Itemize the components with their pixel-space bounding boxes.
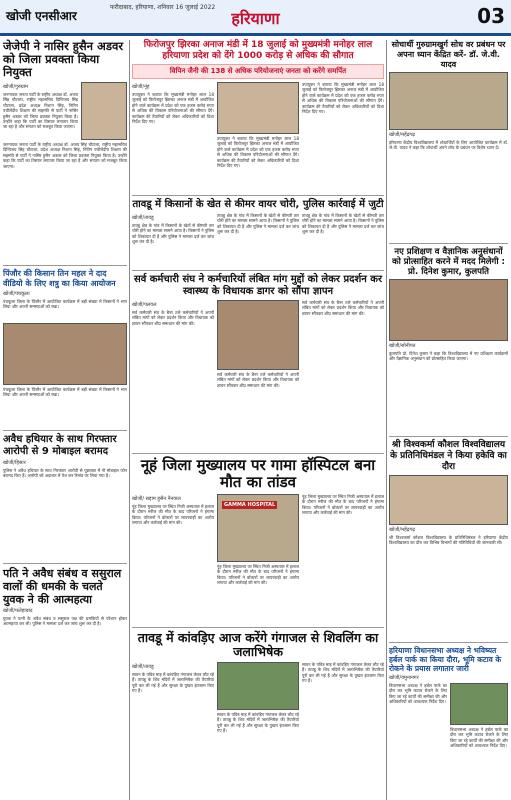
seminar-photo <box>389 72 508 130</box>
herbal-park-photo <box>450 683 508 725</box>
divider <box>132 453 384 454</box>
divider <box>132 270 384 271</box>
story-byline: खोजी/गुरुग्राम <box>3 84 28 90</box>
hospital-photo <box>217 494 299 562</box>
divider <box>389 436 508 437</box>
divider <box>132 627 384 628</box>
story-headline: सोचार्थी गुरुग्रामखुर्ग सोध वर प्रबंधन पर अपना ध्यान केंद्रित करें- डॉ. जे.वी. यादव <box>391 40 506 69</box>
protest-photo <box>217 300 299 370</box>
lead-body: उपायुक्त ने बताया कि मुख्यमंत्री मनोहर लाल 18 जुलाई को फिरोजपुर झिरका अनाज मंडी में आयोजित होने वाले कार्यक्रम में प्रदेश को एक हजार करोड़ रुपए से अधिक की विकास परियोजनाओं की सौगात देंगे। कार्यक्रम की तैयारियों को लेकर अधिकारियों को दिशा निर्देश दिए गए। <box>132 92 214 125</box>
story-headline: हरियाणा विधानसभा अध्यक्ष ने भविष्यत हर्बल पार्क का किया दौरा, भूमि कटाव के रोकने के प्रयास लगातार जारी <box>389 646 502 673</box>
story-body: कुलपति प्रो. दिनेश कुमार ने कहा कि विश्वविद्यालय में नए प्रशिक्षण कार्यक्रमों और वैज्ञानिक अनुसंधान को प्रोत्साहित किया जाएगा। <box>389 351 508 362</box>
story-byline: खोजी/ सद्दाम हुसैन नैनवाल <box>132 496 181 502</box>
story-byline: खोजी/हिसार <box>3 460 26 466</box>
edition-date: फरीदाबाद, हरियाणा, शनिवार 16 जुलाई 2022 <box>110 4 216 11</box>
divider <box>389 642 508 643</box>
story-headline: श्री विश्वकर्मा कौशल विश्वविद्यालय के प्रतिनिधिमंडल ने किया हकेवि का दौरा <box>390 440 507 472</box>
story-byline: खोजी/फतेहाबाद <box>3 608 33 614</box>
lead-body-cont: उपायुक्त ने बताया कि मुख्यमंत्री मनोहर लाल 18 जुलाई को फिरोजपुर झिरका अनाज मंडी में आयोजित होने वाले कार्यक्रम में प्रदेश को एक हजार करोड़ रुपए से अधिक की विकास परियोजनाओं की सौगात देंगे। कार्यक्रम की तैयारियों को लेकर अधिकारियों को दिशा निर्देश दिए गए। <box>217 136 299 169</box>
left-column <box>3 40 127 746</box>
nasir-hussain-photo <box>81 82 127 140</box>
story-body-cont: तावडू क्षेत्र के गांव में किसानों के खेतों से कीमती तार चोरी होने का मामला सामने आया है। किसानों ने पुलिस को शिकायत दी है और पुलिस ने मामला दर्ज कर जांच शुरू कर दी है। <box>217 213 299 235</box>
story-headline: नूहं जिला मुख्यालय पर गामा हॉस्पिटल बना मौत का तांडव <box>140 456 376 491</box>
story-body: जननायक जनता पार्टी के राष्ट्रीय अध्यक्ष डॉ. अजय सिंह चौटाला, राष्ट्रीय महासचिव दिग्विजय सिंह चौटाला, प्रदेश अध्यक्ष निशान सिंह, नितिन पचीलेंदीय शिक्षण की सहमति से पार्टी ने नासिर हुसैन अडवर को जिला प्रवक्ता नियुक्त किया है। उन्होंने कहा कि पार्टी का विस्तार लगातार किया जा रहा है और संगठन को मजबूत किया जाएगा। <box>3 92 78 130</box>
story-headline: सर्व कर्मचारी संघ ने कर्मचारियों लंबित मांग मुद्दों को लेकर प्रदर्शन कर स्वास्थ्य के विधायक डागर को सौंपा ज्ञापन <box>133 274 383 297</box>
story-body-cont: सर्व कर्मचारी संघ के बैनर तले कर्मचारियों ने अपनी लंबित मांगों को लेकर प्रदर्शन किया और विधायक को ज्ञापन सौंपकर शीघ्र समाधान की मांग की। <box>217 372 299 388</box>
story-byline: खोजी/तावडू <box>132 215 154 221</box>
divider <box>3 563 127 564</box>
delegation-photo <box>389 475 508 525</box>
story-byline: खोजी/तावडू <box>132 664 154 670</box>
story-byline: खोजी/पंचकूला <box>3 291 30 297</box>
story-body-cont: सावन के पवित्र माह में कांवड़िए गंगाजल लेकर लौट रहे हैं। तावडू के शिव मंदिरों में जलाभिषेक की तैयारियां पूरी कर ली गई हैं और सुरक्षा के पुख्ता इंतजाम किए गए हैं। <box>217 712 299 734</box>
divider <box>132 195 384 196</box>
column-divider <box>129 40 130 800</box>
story-body: श्री विश्वकर्मा कौशल विश्वविद्यालय के प्रतिनिधिमंडल ने हरियाणा केंद्रीय विश्वविद्यालय का दौरा कर विभिन्न विभागों की गतिविधियों की जानकारी ली। <box>389 535 508 546</box>
story-body: सर्व कर्मचारी संघ के बैनर तले कर्मचारियों ने अपनी लंबित मांगों को लेकर प्रदर्शन किया और विधायक को ज्ञापन सौंपकर शीघ्र समाधान की मांग की। <box>132 310 214 326</box>
story-body-cont: नूंह जिला मुख्यालय पर स्थित निजी अस्पताल में इलाज के दौरान मरीज की मौत के बाद परिजनों ने हंगामा किया। परिजनों ने डॉक्टरों पर लापरवाही का आरोप लगाया और कार्रवाई की मांग की। <box>302 494 384 516</box>
lead-headline: फिरोजपुर झिरका अनाज मंडी में 18 जुलाई को मुख्यमंत्री मनोहर लाल हरियाणा प्रदेश को देंगे 1000 करोड़ से अधिक की सौगात <box>143 40 373 61</box>
story-headline: तावडू में कांवड़िए आज करेंगे गंगाजल से शिवलिंग का जलाभिषेक <box>137 630 379 659</box>
story-headline: जेजेपी ने नासिर हुसैन अडवर को जिला प्रवक्ता किया नियुक्त <box>3 39 124 79</box>
center-column <box>132 40 384 732</box>
story-body-cont: विधानसभा अध्यक्ष ने हर्बल पार्क का दौरा कर भूमि कटाव रोकने के लिए किए जा रहे कार्यों की समीक्षा की और अधिकारियों को आवश्यक निर्देश दिए। <box>450 727 508 749</box>
story-byline: खोजी/महेंद्रगढ़ <box>389 527 416 533</box>
story-headline: पिंजौर की किसान तिन महल ने दाद वीडियो के लिए शत्रु का किया आयोजन <box>3 269 116 288</box>
story-body-cont: नूंह जिला मुख्यालय पर स्थित निजी अस्पताल में इलाज के दौरान मरीज की मौत के बाद परिजनों ने हंगामा किया। परिजनों ने डॉक्टरों पर लापरवाही का आरोप लगाया और कार्रवाई की मांग की। <box>217 564 299 586</box>
story-body: नूंह जिला मुख्यालय पर स्थित निजी अस्पताल में इलाज के दौरान मरीज की मौत के बाद परिजनों ने हंगामा किया। परिजनों ने डॉक्टरों पर लापरवाही का आरोप लगाया और कार्रवाई की मांग की। <box>132 504 214 526</box>
story-body: तावडू क्षेत्र के गांव में किसानों के खेतों से कीमती तार चोरी होने का मामला सामने आया है। किसानों ने पुलिस को शिकायत दी है और पुलिस ने मामला दर्ज कर जांच शुरू कर दी है। <box>132 223 214 245</box>
chief-minister-photo <box>217 82 299 134</box>
story-body: हरियाणा केंद्रीय विश्वविद्यालय में शोधार्थियों के लिए आयोजित कार्यक्रम में डॉ. जे.वी. यादव ने कहा कि शोधार्थी अपने शोध के प्रबंधन पर विशेष ध्यान दें। <box>389 140 508 151</box>
kanwar-yatra-photo <box>217 662 299 710</box>
story-body: युवक ने पत्नी के अवैध संबंध व ससुराल पक्ष की धमकियों से परेशान होकर आत्महत्या कर ली। पुलिस ने मामला दर्ज कर जांच शुरू कर दी है। <box>3 616 127 627</box>
hospital-sign: GAMMA HOSPITAL <box>224 502 276 508</box>
story-headline: अवैध हथियार के साथ गिरफ्तार आरोपी से 9 मोबाइल बरामद <box>3 434 117 457</box>
story-body-cont: जननायक जनता पार्टी के राष्ट्रीय अध्यक्ष डॉ. अजय सिंह चौटाला, राष्ट्रीय महासचिव दिग्विजय सिंह चौटाला, प्रदेश अध्यक्ष निशान सिंह, नितिन पचीलेंदीय शिक्षण की सहमति से पार्टी ने नासिर हुसैन अडवर को जिला प्रवक्ता नियुक्त किया है। उन्होंने कहा कि पार्टी का विस्तार लगातार किया जा रहा है और संगठन को मजबूत किया जाएगा। <box>3 142 127 169</box>
story-byline: खोजी/यमुनानगर <box>389 675 419 681</box>
farmers-meeting-photo <box>3 323 127 385</box>
page-number: 03 <box>477 4 505 28</box>
story-body: पुलिस ने अवैध हथियार के साथ गिरफ्तार आरोपी से पूछताछ में नौ मोबाइल फोन बरामद किए हैं। आरोपी को अदालत में पेश कर रिमांड पर लिया गया है। <box>3 468 127 479</box>
story-headline: तावडू में किसानों के खेत से कीमर वायर चोरी, पुलिस कार्रवाई में जुटी <box>132 199 384 210</box>
column-divider <box>386 40 387 800</box>
story-byline: खोजी/सोनीपत <box>389 343 416 349</box>
university-officials-photo <box>389 279 508 341</box>
story-body-cont: तावडू क्षेत्र के गांव में किसानों के खेतों से कीमती तार चोरी होने का मामला सामने आया है। किसानों ने पुलिस को शिकायत दी है और पुलिस ने मामला दर्ज कर जांच शुरू कर दी है। <box>302 213 384 235</box>
story-byline: खोजी/नूंह <box>132 84 150 90</box>
story-byline: खोजी/महेंद्रगढ़ <box>389 132 416 138</box>
lead-body-cont: उपायुक्त ने बताया कि मुख्यमंत्री मनोहर लाल 18 जुलाई को फिरोजपुर झिरका अनाज मंडी में आयोजित होने वाले कार्यक्रम में प्रदेश को एक हजार करोड़ रुपए से अधिक की विकास परियोजनाओं की सौगात देंगे। कार्यक्रम की तैयारियों को लेकर अधिकारियों को दिशा निर्देश दिए गए। <box>302 82 384 115</box>
section-title: हरियाणा <box>231 9 280 28</box>
story-body: पंचकूला जिला के पिंजौर में आयोजित कार्यक्रम में बड़ी संख्या में किसानों ने भाग लिया और अपनी समस्याओं को रखा। <box>3 299 127 310</box>
right-column <box>389 40 508 783</box>
story-body: विधानसभा अध्यक्ष ने हर्बल पार्क का दौरा कर भूमि कटाव रोकने के लिए किए जा रहे कार्यों की समीक्षा की और अधिकारियों को आवश्यक निर्देश दिए। <box>389 683 447 705</box>
masthead <box>0 0 511 36</box>
story-body-cont: पंचकूला जिला के पिंजौर में आयोजित कार्यक्रम में बड़ी संख्या में किसानों ने भाग लिया और अपनी समस्याओं को रखा। <box>3 387 127 398</box>
story-byline: खोजी/पलवल <box>132 302 157 308</box>
story-headline: पति ने अवैध संबंध व ससुराल वालों की धमकी के चलते युवक ने की आत्महत्या <box>3 567 122 606</box>
newspaper-brand: खोजी एनसीआर <box>6 9 77 23</box>
story-body: सावन के पवित्र माह में कांवड़िए गंगाजल लेकर लौट रहे हैं। तावडू के शिव मंदिरों में जलाभिषेक की तैयारियां पूरी कर ली गई हैं और सुरक्षा के पुख्ता इंतजाम किए गए हैं। <box>132 672 214 694</box>
story-body-cont: सर्व कर्मचारी संघ के बैनर तले कर्मचारियों ने अपनी लंबित मांगों को लेकर प्रदर्शन किया और विधायक को ज्ञापन सौंपकर शीघ्र समाधान की मांग की। <box>302 300 384 316</box>
story-headline: नए प्रशिक्षण व वैज्ञानिक अनुसंधानों को प्रोत्साहित करने में मदद मिलेगी : प्रो. दिनेश कुमार, कुलपति <box>392 247 505 277</box>
story-body-cont: सावन के पवित्र माह में कांवड़िए गंगाजल लेकर लौट रहे हैं। तावडू के शिव मंदिरों में जलाभिषेक की तैयारियां पूरी कर ली गई हैं और सुरक्षा के पुख्ता इंतजाम किए गए हैं। <box>302 662 384 684</box>
divider <box>389 243 508 244</box>
divider <box>3 265 127 266</box>
lead-subhead: विपिन जैनी की 138 से अधिक परियोजनाएं जनता को करेंगे समर्पित <box>132 64 384 79</box>
divider <box>3 430 127 431</box>
